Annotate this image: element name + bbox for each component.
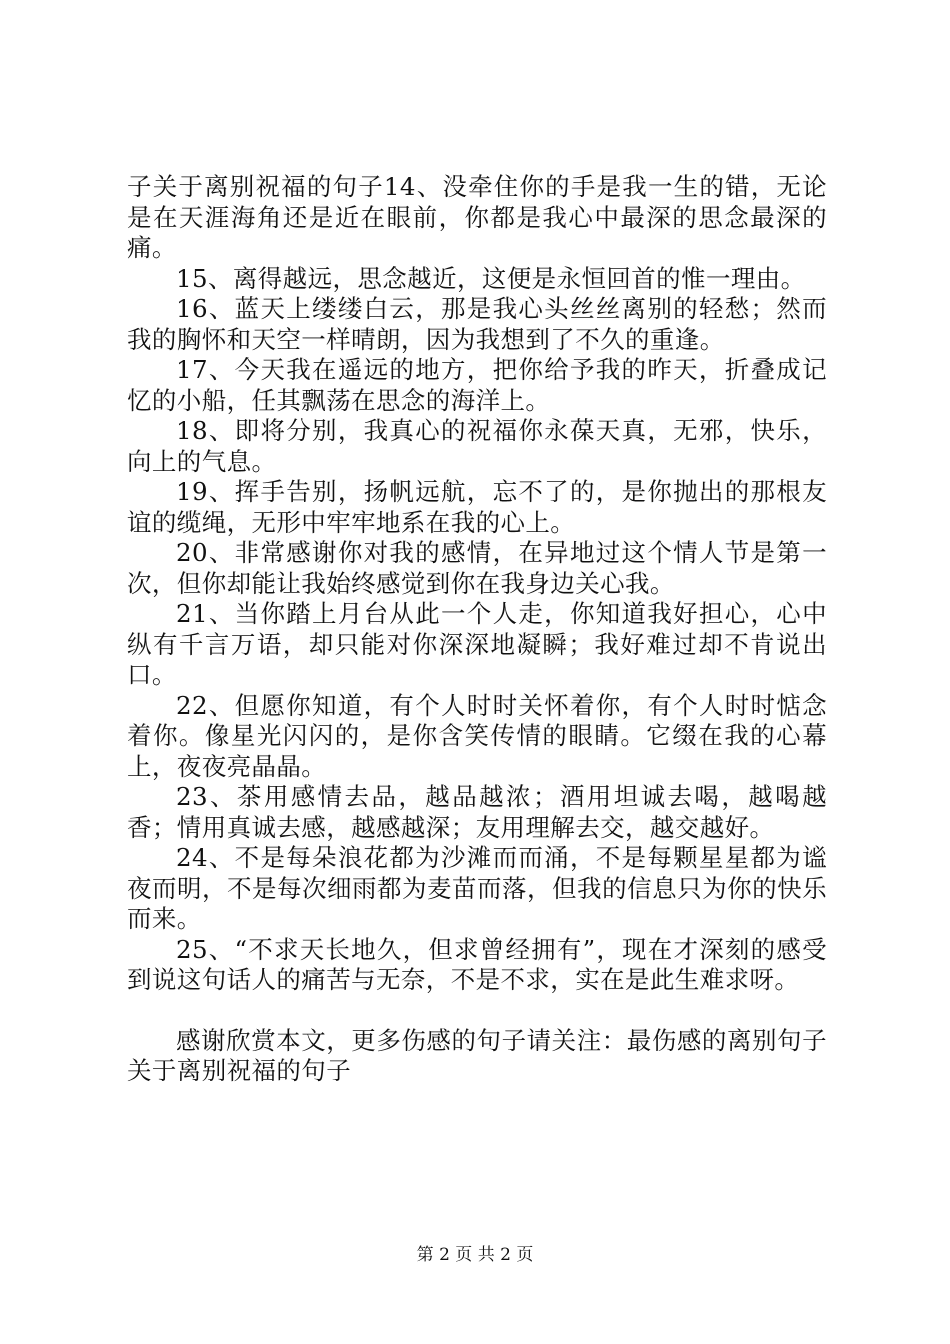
page-footer: 第 2 页 共 2 页 <box>416 1245 534 1265</box>
paragraph-18: 18、即将分别，我真心的祝福你永葆天真，无邪，快乐，向上的气息。 <box>127 416 827 476</box>
paragraph-21: 21、当你踏上月台从此一个人走，你知道我好担心，心中纵有千言万语，却只能对你深深地凝瞬；我好难过却不肯说出口。 <box>127 599 827 689</box>
paragraph-24: 24、不是每朵浪花都为沙滩而而涌，不是每颗星星都为谧夜而明，不是每次细雨都为麦苗而落，但我的信息只为你的快乐而来。 <box>127 843 827 933</box>
paragraph-20: 20、非常感谢你对我的感情，在异地过这个情人节是第一次，但你却能让我始终感觉到你在我身边关心我。 <box>127 538 827 598</box>
document-body <box>127 172 827 1087</box>
paragraph-22: 22、但愿你知道，有个人时时关怀着你，有个人时时惦念着你。像星光闪闪的，是你含笑传情的眼睛。它缀在我的心幕上，夜夜亮晶晶。 <box>127 690 827 781</box>
paragraph-23: 23、茶用感情去品，越品越浓；酒用坦诚去喝，越喝越香；情用真诚去感，越感越深；友用理解去交，越交越好。 <box>127 782 827 842</box>
closing-paragraph: 感谢欣赏本文，更多伤感的句子请关注：最伤感的离别句子关于离别祝福的句子 <box>127 1025 827 1085</box>
paragraph-15: 15、离得越远，思念越近，这便是永恒回首的惟一理由。 <box>176 263 806 293</box>
paragraph-19: 19、挥手告别，扬帆远航，忘不了的，是你抛出的那根友谊的缆绳，无形中牢牢地系在我的心上。 <box>127 477 827 537</box>
paragraph-16: 16、蓝天上缕缕白云，那是我心头丝丝离别的轻愁；然而我的胸怀和天空一样晴朗，因为我想到了不久的重逢。 <box>127 294 827 354</box>
paragraph-17: 17、今天我在遥远的地方，把你给予我的昨天，折叠成记忆的小船，任其飘荡在思念的海洋上。 <box>127 355 827 415</box>
paragraph-25: 25、“不求天长地久，但求曾经拥有”，现在才深刻的感受到说这句话人的痛苦与无奈，不是不求，实在是此生难求呀。 <box>127 934 827 994</box>
paragraph-0: 子关于离别祝福的句子14、没牵住你的手是我一生的错，无论是在天涯海角还是近在眼前，你都是我心中最深的思念最深的痛。 <box>127 172 827 262</box>
